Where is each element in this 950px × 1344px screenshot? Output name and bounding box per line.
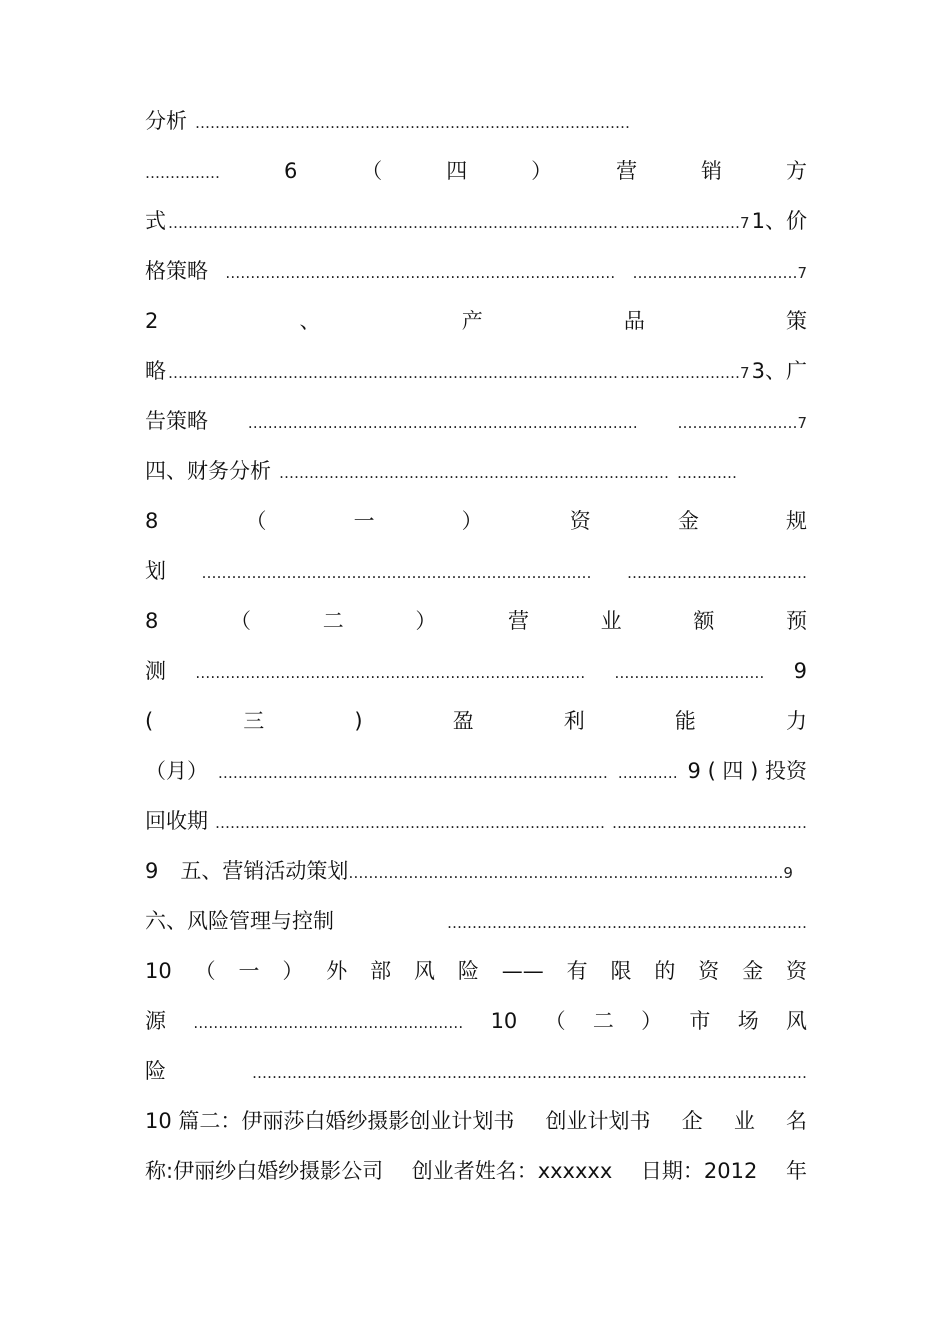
- toc-text: 风: [785, 1009, 807, 1033]
- toc-line: [145, 1154, 807, 1188]
- toc-text: 告策略: [145, 409, 208, 433]
- toc-dots: ……………………………………………………………………: [195, 664, 586, 682]
- toc-text: 四、财务分析: [145, 459, 271, 483]
- toc-dots: ………………………………………………………………………………: [168, 214, 619, 232]
- toc-dots: ………………………………………………: [193, 1014, 464, 1032]
- toc-text: 划: [145, 559, 166, 583]
- toc-line: [145, 854, 807, 888]
- toc-text: 规: [785, 509, 807, 533]
- toc-text: 策: [786, 309, 807, 333]
- toc-text: （月）: [145, 759, 208, 783]
- toc-dots: ……………………………………………………………………: [279, 464, 669, 482]
- toc-dots: ……………………7: [620, 214, 750, 232]
- toc-line: [145, 954, 807, 988]
- toc-text: 险: [145, 1059, 166, 1083]
- toc-text: 销: [701, 159, 722, 183]
- toc-text: 风: [413, 959, 435, 983]
- toc-text: 创业者姓名：xxxxxx: [411, 1159, 613, 1183]
- toc-text: 名: [785, 1109, 807, 1133]
- toc-text: 资: [698, 959, 720, 983]
- toc-text: （: [544, 1009, 566, 1033]
- toc-text: 外: [326, 959, 348, 983]
- toc-text: 8: [145, 609, 159, 633]
- toc-text: 格策略: [145, 259, 208, 283]
- toc-line: [145, 154, 807, 188]
- toc-dots: ……………………………………………………………………………: [195, 114, 630, 132]
- toc-line: [145, 1054, 807, 1088]
- toc-text: （: [245, 509, 267, 533]
- toc-text: 日期：2012: [640, 1159, 758, 1183]
- toc-text: 年: [785, 1159, 807, 1183]
- toc-text: 8: [145, 509, 159, 533]
- toc-line: [145, 1104, 807, 1138]
- toc-text: 称:伊丽纱白婚纱摄影公司: [145, 1159, 384, 1183]
- toc-text: ）: [415, 609, 437, 633]
- toc-text: ）: [461, 509, 483, 533]
- toc-text: 市: [689, 1009, 711, 1033]
- toc-text: 资: [569, 509, 591, 533]
- toc-dots: ……………………………………………………………………: [215, 814, 605, 832]
- toc-text: 一: [353, 509, 375, 533]
- toc-text: 一: [238, 959, 260, 983]
- toc-dots: …………: [617, 764, 678, 782]
- toc-text: 金: [742, 959, 764, 983]
- toc-dots: ……………………………………………………………………: [201, 564, 592, 582]
- toc-text: 品: [623, 309, 645, 333]
- toc-line: [145, 604, 807, 638]
- toc-line: [145, 104, 807, 138]
- toc-dots: ………………………………: [627, 564, 807, 582]
- toc-text: 9 ( 四 ) 投资: [687, 759, 807, 783]
- toc-line: [145, 754, 807, 788]
- toc-text: 10 篇二：伊丽莎白婚纱摄影创业计划书: [145, 1109, 515, 1133]
- toc-text: 企: [681, 1109, 703, 1133]
- toc-dots: ……………………………………………………………………………9: [348, 864, 793, 882]
- toc-text: 1、价: [751, 209, 807, 233]
- toc-line: [145, 454, 807, 488]
- toc-text: 利: [563, 709, 585, 733]
- toc-text: 6: [283, 159, 298, 183]
- toc-line: [145, 304, 807, 338]
- toc-line: [145, 354, 807, 388]
- toc-text: 营: [508, 609, 529, 633]
- toc-dots: …………………………: [614, 664, 765, 682]
- toc-text: 三: [243, 709, 265, 733]
- toc-dots: ……………………7: [620, 364, 750, 382]
- toc-dots: ……………………………7: [632, 264, 807, 282]
- toc-text: 产: [461, 309, 483, 333]
- toc-text: 测: [145, 659, 166, 683]
- toc-dots: ………………………………………………………………: [447, 914, 807, 932]
- toc-text: 9: [145, 859, 159, 883]
- toc-text: 部: [370, 959, 392, 983]
- toc-text: 10: [490, 1009, 518, 1033]
- toc-dots: ………………………………………………………………………………: [168, 364, 619, 382]
- toc-text: 预: [785, 609, 807, 633]
- toc-text: 有: [566, 959, 588, 983]
- toc-line: [145, 204, 807, 238]
- toc-text: 额: [693, 609, 715, 633]
- toc-text: 方: [785, 159, 807, 183]
- toc-text: 分析: [145, 109, 187, 133]
- toc-line: [145, 404, 807, 438]
- toc-text: 四: [446, 159, 468, 183]
- toc-text: 3、广: [751, 359, 807, 383]
- toc-line: [145, 704, 807, 738]
- toc-text: 金: [677, 509, 699, 533]
- toc-text: 六、风险管理与控制: [145, 909, 334, 933]
- toc-line: [145, 254, 807, 288]
- toc-text: 业: [600, 609, 622, 633]
- toc-text: 力: [785, 709, 807, 733]
- toc-text: 9: [793, 659, 807, 683]
- toc-text: ）: [641, 1009, 663, 1033]
- toc-text: 限: [610, 959, 632, 983]
- toc-text: (: [145, 709, 154, 733]
- toc-text: 二: [322, 609, 344, 633]
- toc-text: 的: [654, 959, 676, 983]
- toc-dots: …………………………………………………………………………………………………: [252, 1064, 807, 1082]
- toc-dots: ……………………………………………………………………: [247, 414, 638, 432]
- toc-dots: ……………………………………………………………………: [217, 764, 608, 782]
- toc-text: 略: [145, 359, 166, 383]
- toc-dots: …………………………………: [612, 814, 807, 832]
- toc-text: 创业计划书: [545, 1109, 651, 1133]
- toc-text: 式: [145, 209, 166, 233]
- toc-text: 场: [737, 1009, 759, 1033]
- toc-text: 资: [785, 959, 807, 983]
- toc-text: 能: [674, 709, 696, 733]
- toc-text: （: [230, 609, 252, 633]
- toc-line: [145, 904, 807, 938]
- toc-text: 二: [592, 1009, 614, 1033]
- toc-text: 源: [145, 1009, 166, 1033]
- toc-text: 险: [457, 959, 479, 983]
- toc-text: 五、营销活动策划: [180, 859, 349, 883]
- toc-line: [145, 504, 807, 538]
- toc-line: [145, 804, 807, 838]
- toc-text: 回收期: [145, 809, 208, 833]
- toc-line: [145, 1004, 807, 1038]
- toc-text: ）: [531, 159, 553, 183]
- toc-text: （: [194, 959, 216, 983]
- toc-line: [145, 654, 807, 688]
- toc-text: 2: [145, 309, 159, 333]
- toc-dots: ……………………………………………………………………: [225, 264, 616, 282]
- toc-text: ）: [282, 959, 304, 983]
- toc-text: （: [361, 159, 383, 183]
- toc-line: [145, 554, 807, 588]
- toc-dots: ……………: [145, 164, 220, 182]
- toc-text: 10: [145, 959, 172, 983]
- toc-dots: ……………………7: [677, 414, 807, 432]
- toc-text: 、: [299, 309, 321, 333]
- toc-text: 营: [616, 159, 638, 183]
- toc-text: ——: [501, 959, 544, 983]
- toc-text: ): [354, 709, 363, 733]
- toc-dots: …………: [677, 464, 737, 482]
- toc-text: 盈: [452, 709, 474, 733]
- toc-text: 业: [733, 1109, 755, 1133]
